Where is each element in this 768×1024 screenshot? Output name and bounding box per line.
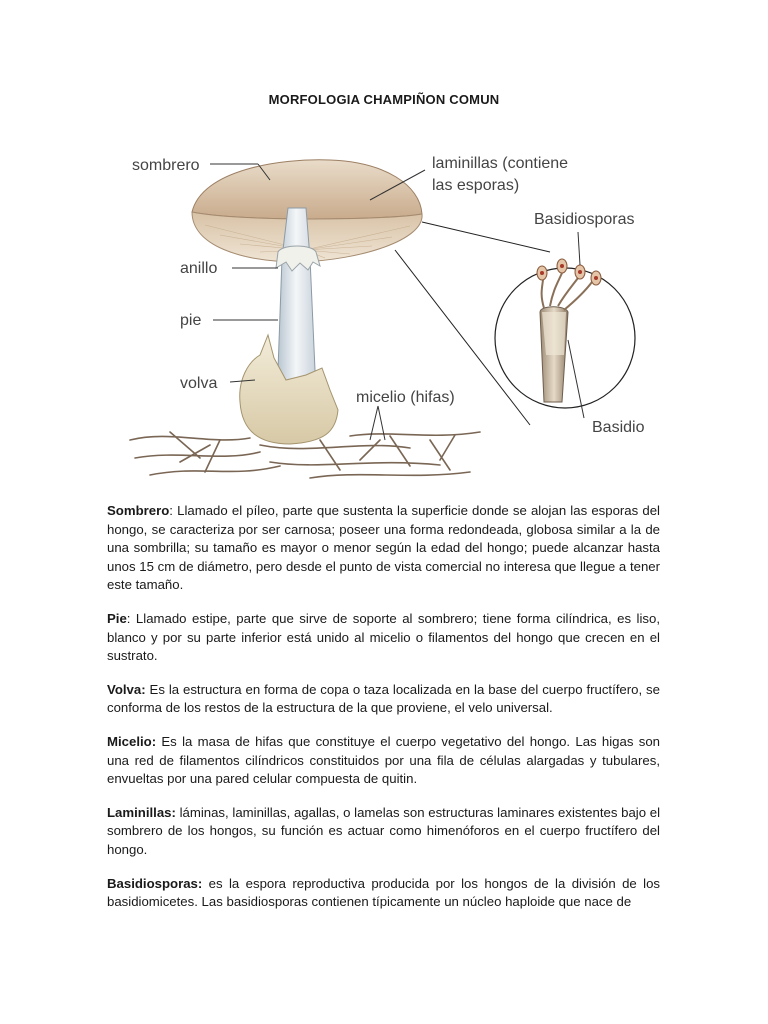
label-volva: volva [180, 375, 218, 392]
definition-text: láminas, laminillas, agallas, o lamelas son estructuras laminares existentes bajo el sombrero de los hongos, su función es actuar como himenóforos en el cuerpo fructífero del hongo. [107, 804, 660, 857]
definition-text: Llamado el píleo, parte que sustenta la superficie donde se alojan las esporas del hongo, se caracteriza por ser carnosa; poseer una forma redondeada, globosa similar a la de una sombrilla; su tamaño es mayor o menor según la edad del hongo; puede alcanzar hasta unos 15 cm de diámetro, pero desde el punto de vista comercial no interesa que llegue a tener este tamaño. [107, 503, 660, 593]
label-laminillas-1: laminillas (contiene [432, 155, 569, 172]
label-anillo: anillo [180, 260, 218, 277]
term-separator: : [126, 610, 131, 626]
page-title: MORFOLOGIA CHAMPIÑON COMUN [268, 92, 500, 107]
term-separator: : [169, 503, 173, 518]
definitions [107, 502, 660, 927]
label-pie: pie [180, 312, 202, 329]
definition-micelio [107, 733, 660, 789]
definition-text: Es la estructura en forma de copa o taza localizada en la base del cuerpo fructífero, se conforma de los restos de la estructura de la que proviene, el velo universal. [107, 681, 660, 716]
definition-text: es la espora reproductiva producida por los hongos de la división de los basidiomicetes. Las basidiosporas contienen típicamente un núcleo haploide que nace de [107, 875, 660, 910]
label-basidiosporas: Basidiosporas [534, 211, 635, 228]
label-basidio: Basidio [592, 419, 645, 436]
term-laminillas: Laminillas: [107, 804, 176, 820]
term-micelio: Micelio: [107, 733, 157, 749]
definition-text: Es la masa de hifas que constituye el cuerpo vegetativo del hongo. Las higas son una red de filamentos cilíndricos constituidos por una fila de células alargadas y tubulares, envueltas por una pared celular compuesta de quitin. [107, 733, 660, 787]
label-sombrero: sombrero [132, 157, 200, 174]
label-micelio: micelio (hifas) [356, 389, 455, 406]
definition-volva [107, 681, 660, 718]
term-sombrero: Sombrero [107, 503, 170, 518]
zoom-line-top [422, 222, 550, 252]
mushroom-diagram [110, 140, 660, 490]
definition-pie [107, 610, 660, 666]
definition-basidiosporas [107, 875, 660, 912]
term-basidiosporas: Basidiosporas: [107, 875, 203, 891]
definition-sombrero [107, 502, 660, 595]
term-pie: Pie [107, 610, 127, 626]
label-laminillas-2: las esporas) [432, 177, 520, 194]
definition-laminillas [107, 804, 660, 860]
term-volva: Volva: [107, 681, 146, 697]
definition-text: Llamado estipe, parte que sirve de soporte al sombrero; tiene forma cilíndrica, es liso, blanco y por su parte inferior está unido al micelio o filamentos del hongo que crecen en el sustrato. [107, 610, 660, 664]
